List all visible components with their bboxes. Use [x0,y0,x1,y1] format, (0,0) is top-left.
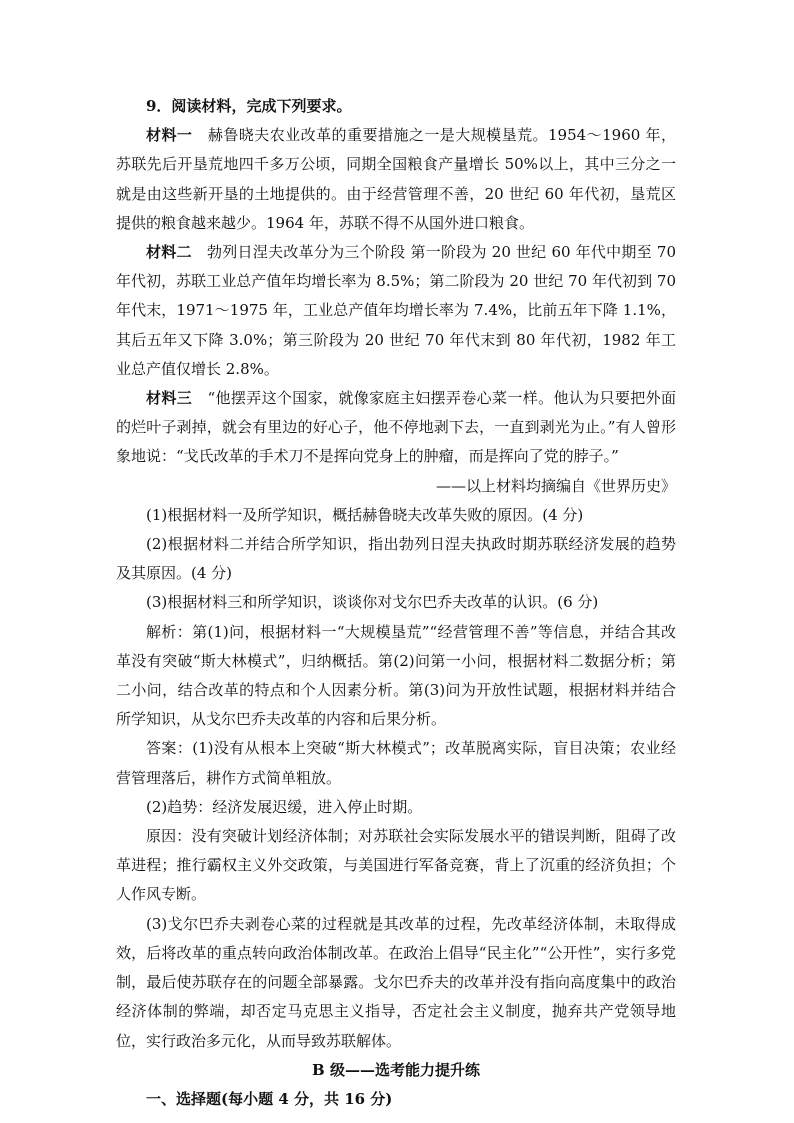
section-title: B 级——选考能力提升练 [312,1060,480,1079]
section-subtitle: 一、选择题(每小题 4 分，共 16 分) [146,1089,393,1108]
material-three: 材料三 “他摆弄这个国家，就像家庭主妇摆弄卷心菜一样。他认为只要把外面的烂叶子剥掉，就会有里边的好心子，他不停地剥下去，一直到剥光为止。”有人曾形象地说：“戈氏改革的手术刀不是挥向党身上的肿瘤，而是挥向了党的脖子。” [116,389,676,466]
material-source: ——以上材料均摘编自《世界历史》 [435,476,676,495]
answer-2-reason: 原因：没有突破计划经济体制；对苏联社会实际发展水平的错误判断，阻碍了改革进程；推行霸权主义外交政策，与美国进行军备竞赛，背上了沉重的经济负担；个人作风专断。 [116,827,676,904]
sub-question-2: (2)根据材料二并结合所学知识，指出勃列日涅夫执政时期苏联经济发展的趋势及其原因。(4 分) [116,535,676,583]
material-one: 材料一 赫鲁晓夫农业改革的重要措施之一是大规模垦荒。1954～1960 年，苏联先后开垦荒地四千多万公顷，同期全国粮食产量增长 50%以上，其中三分之一就是由这些新开垦的土地提供的。由于经营管理不善，20 世纪 60 年代初，垦荒区提供的粮食越来越少。1964 年，苏联不得不从国外进口粮食。 [116,126,676,232]
question-block [116,92,676,1114]
answer-3: (3)戈尔巴乔夫剥卷心菜的过程就是其改革的过程，先改革经济体制，未取得成效，后将改革的重点转向政治体制改革。在政治上倡导“民主化”“公开性”，实行多党制，最后使苏联存在的问题全部暴露。戈尔巴乔夫的改革并没有指向高度集中的政治经济体制的弊端，却否定马克思主义指导，否定社会主义制度，抛弃共产党领导地位，实行政治多元化，从而导致苏联解体。 [116,914,676,1050]
answer-2-trend: (2)趋势：经济发展迟缓，进入停止时期。 [146,797,423,816]
sub-question-1: (1)根据材料一及所学知识，概括赫鲁晓夫改革失败的原因。(4 分) [146,505,584,524]
material-two: 材料二 勃列日涅夫改革分为三个阶段 第一阶段为 20 世纪 60 年代中期至 70 年代初，苏联工业总产值年均增长率为 8.5%；第二阶段为 20 世纪 70 年代初到 70 年代末，1971～1975 年，工业总产值年均增长率为 7.4%，比前五年下降 1.1%，其后五年又下降 3.0%；第三阶段为 20 世纪 70 年代末到 80 年代初，1982 年工业总产值仅增长 2.8%。 [116,243,676,378]
sub-question-3: (3)根据材料三和所学知识，谈谈你对戈尔巴乔夫改革的认识。(6 分) [146,593,599,612]
answer-1: 答案：(1)没有从根本上突破“斯大林模式”；改革脱离实际，盲目决策；农业经营管理落后，耕作方式简单粗放。 [116,739,676,787]
question-number: 9．阅读材料，完成下列要求。 [146,97,352,115]
analysis-text: 解析：第(1)问，根据材料一“大规模垦荒”“经营管理不善”等信息，并结合其改革没有突破“斯大林模式”，归纳概括。第(2)问第一小问，根据材料二数据分析；第二小问，结合改革的特点和个人因素分析。第(3)问为开放性试题，根据材料并结合所学知识，从戈尔巴乔夫改革的内容和后果分析。 [116,622,676,729]
